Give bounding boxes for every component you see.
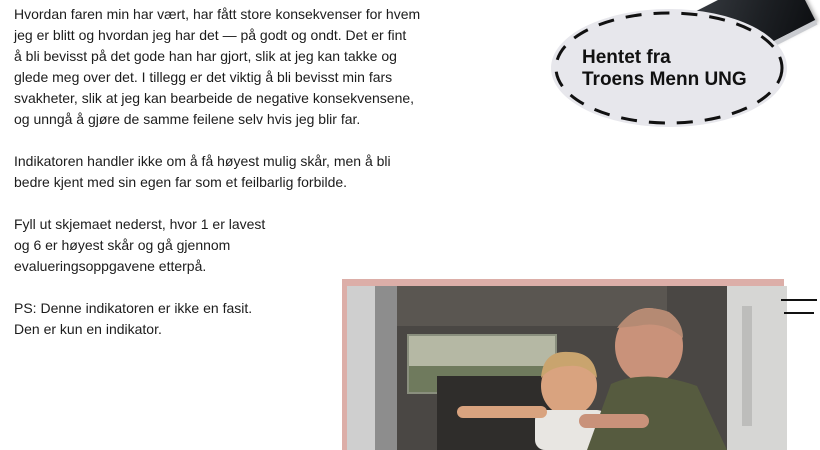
paragraph-ps: [14, 298, 304, 340]
text-line: Den er kun en indikator.: [14, 321, 162, 337]
text-line: bedre kjent med sin egen far som et feilbarlig forbilde.: [14, 174, 348, 190]
text-line: og 6 er høyest skår og gå gjennom: [14, 237, 231, 253]
text-line: Fyll ut skjemaet nederst, hvor 1 er lavest: [14, 216, 266, 232]
badge-line: Troens Menn UNG: [582, 69, 747, 90]
badge-line: Hentet fra: [582, 47, 671, 68]
margin-mark: [784, 312, 814, 314]
text-line: svakheter, slik at jeg kan bearbeide de negative konsekvensene,: [14, 90, 415, 106]
text-line: jeg er blitt og hvordan jeg har det — på godt og ondt. Det er fint: [14, 27, 407, 43]
text-line: Indikatoren handler ikke om å få høyest mulig skår, men å bli: [14, 153, 391, 169]
photo-illustration: [347, 286, 787, 450]
father-son-photo: [347, 286, 787, 450]
paragraph-purpose: [14, 151, 494, 193]
paragraph-instructions: [14, 214, 304, 277]
text-line: evalueringsoppgavene etterpå.: [14, 258, 207, 274]
text-line: PS: Denne indikatoren er ikke en fasit.: [14, 300, 253, 316]
text-line: og unngå å gjøre de samme feilene selv hvis jeg blir far.: [14, 111, 361, 127]
text-line: glede meg over det. I tillegg er det viktig å bli bevisst min fars: [14, 69, 393, 85]
margin-mark: [781, 299, 817, 301]
text-line: å bli bevisst på det gode han har gjort, slik at jeg kan takke og: [14, 48, 397, 64]
text-line: Hvordan faren min har vært, har fått store konsekvenser for hvem: [14, 6, 421, 22]
paragraph-intro: [14, 4, 494, 130]
badge-label: [582, 47, 747, 91]
source-badge: [551, 9, 787, 127]
